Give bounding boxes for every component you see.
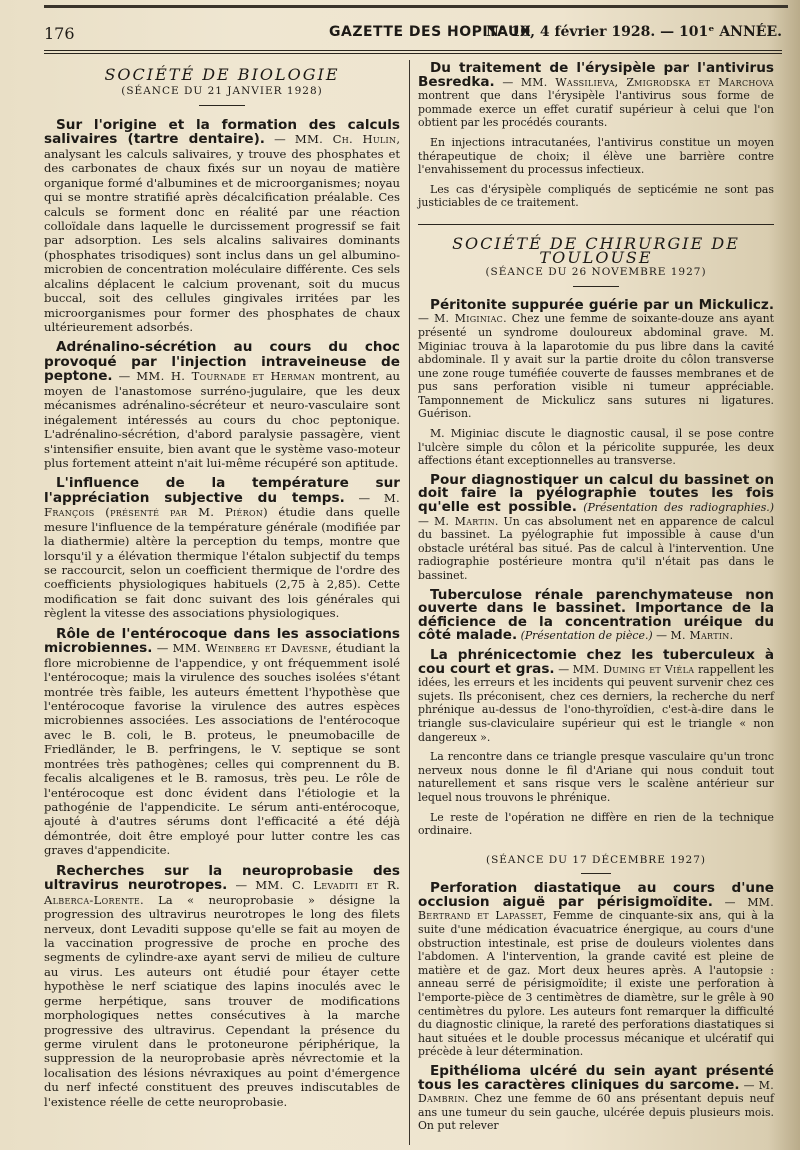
article-body: montrent que dans l'érysipèle l'antivirus sous forme de pommade exerce un effet curatif supérieur à celui que l'on obtient par les procédés courants. xyxy=(418,89,774,130)
issue-line: N° 10, 4 février 1928. — 101ᵉ ANNÉE. xyxy=(485,24,782,40)
article-title: Rôle de l'entérocoque dans les associations microbiennes. xyxy=(44,625,400,657)
article-authors: MM. Ch. Hulin xyxy=(294,132,397,147)
article-paragraph: En injections intracutanées, l'antivirus constitue un moyen thérapeutique de choix; il élève une barrière contre l'envahissement du processus infectieux. xyxy=(418,135,774,177)
article-paragraph: La rencontre dans ce triangle presque vasculaire qu'un tronc nerveux nous donne le fil d'Ariane qui nous conduit tout naturellement et sans risque vers le scalène antérieur sur lequel nous trouvons le phrénique. xyxy=(418,750,774,804)
article-epithelioma: Epithélioma ulcéré du sein ayant présenté tous les caractères cliniques du sarcome. — M. Dambrin. Chez une femme de 60 ans présentant depuis neuf ans une tumeur du sein gauche, ulcérée depuis plusieurs mois. On put relever xyxy=(418,1063,774,1133)
section-rule xyxy=(418,224,774,225)
article-title: Perforation diastatique au cours d'une occlusion aiguë par périsigmoïdite. xyxy=(418,880,774,910)
article-body: , analysant les calculs salivaires, y trouve des phosphates et des carbonates de chaux fixés sur un noyau de matière organique formé d'albumines et de microorganismes; noyau qui se montre stratifié après décalcification préalable. Ces calculs se forment donc en réalité par une réaction colloïdale dans laquelle le durcissement progressif se fait par adsorption. Les sels alcalins salivaires dominants (phosphates trisodiques) sont inclus dans un gel albumino-microbien de concentration moléculaire différente. Ces sels alcalins déplacent le calcium provenant, soit du mucus buccal, soit des cellules gingivales irritées par les microorganismes pour former des phosphates de chaux ultérieurement adsorbés. xyxy=(44,132,401,334)
page-header xyxy=(44,24,782,50)
article-authors: MM. C. Levaditi et R. Alberca-Lorente xyxy=(44,878,400,907)
article-authors: M. Martin xyxy=(670,629,730,643)
article-body: . Un cas absolument net en apparence de calcul du bassinet. La pyélographie fut impossible à cause d'un obstacle urétéral bas situé. Pas de calcul à l'intervention. Une radiographie postérieure montra qu'il n'était pas dans le bassinet. xyxy=(418,514,774,582)
article-temperature-temps: L'influence de la température sur l'appréciation subjective du temps. — M. François (présenté par M. Piéron) étudie dans quelle mesure l'influence de la température générale (modifiée par la diathermie) altère la perception du temps, montre que lorsqu'il y a élévation thermique l'étalon subjectif du temps se raccourcit, selon un coefficient thermique de l'ordre des coefficients physiologiques habituels (2,75 à 2,85). Cette modification se fait donc suivant des lois générales qui règlent la vitesse des associations physiologiques. xyxy=(44,475,401,621)
article-adrenalino-secretion: Adrénalino-sécrétion au cours du choc provoqué par l'injection intraveineuse de peptone. — MM. H. Tournade et Herman montrent, au moyen de l'anastomose surréno-jugulaire, que les deux mécanismes adrénalino-sécréteur et neuro-vasculaire sont inégalement intéressés au cours du choc peptonique. L'adrénalino-sécrétion, d'abord paralysie passagère, vient s'intensifier ensuite, bien avant que le système vaso-moteur plus fortement atteint n'ait lui-même récupéré son aptitude. xyxy=(44,339,400,470)
article-note: (Présentation des radiographies.) xyxy=(583,501,774,515)
society-heading-chirurgie-toulouse: SOCIÉTÉ DE CHIRURGIE DE TOULOUSE xyxy=(452,233,740,267)
session-date: (SÉANCE DU 21 JANVIER 1928) xyxy=(121,85,323,98)
article-title: Adrénalino-sécrétion au cours du choc provoqué par l'injection intraveineuse de peptone. xyxy=(44,339,400,385)
journal-title: GAZETTE DES HOPITAUX xyxy=(329,24,532,40)
short-rule xyxy=(199,105,245,106)
article-calcul-bassinet: Pour diagnostiquer un calcul du bassinet on doit faire la pyélographie toutes les fois qu'elle est possible. (Présentation des radiographies.) — M. Martin. Un cas absolument net en apparence de calcul du bassinet. La pyélographie fut impossible à cause d'un obstacle urétéral bas situé. Pas de calcul à l'intervention. Une radiographie postérieure montra qu'il n'était pas dans le bassinet. xyxy=(418,471,774,582)
article-authors: MM. Weinberg et Davesne xyxy=(172,641,328,656)
article-calculs-salivaires: Sur l'origine et la formation des calculs salivaires (tartre dentaire). — MM. Ch. Hulin, analysant les calculs salivaires, y trouve des phosphates et des carbonates de chaux fixés sur un noyau de matière organique formé d'albumines et de microorganismes; noyau qui se montre stratifié après décalcification préalable. Ces calculs se forment donc en réalité par une réaction colloïdale dans laquelle le durcissement progressif se fait par adsorption. Les sels alcalins salivaires dominants (phosphates trisodiques) sont inclus dans un gel albumino-microbien de concentration moléculaire différente. Ces sels alcalins déplacent le calcium provenant, soit du mucus buccal, soit des cellules gingivales irritées par les microorganismes pour former des phosphates de chaux ultérieurement adsorbés. xyxy=(44,116,401,334)
article-body: , étudiant la flore microbienne de l'appendice, y ont fréquemment isolé l'entérocoque; mais la virulence des souches isolées s'étant montrée très faible, les auteurs émettent l'hypothèse que l'entérocoque favorise la virulence des autres espèces microbiennes associées. Les associations de l'entérocoque avec le B. coli, le B. proteus, le pneumobacille de Friedländer, le B. perfringens, le V. septique se sont montrées très pathogènes; celles qui comprennent du B. fecalis alcaligenes et le B. ramosus, très peu. Le rôle de l'entérocoque est donc évident dans l'étiologie et la pathogénie de l'appendicite. Le sérum anti-entérocoque, ajouté à d'autres sérums dont l'efficacité a été déjà démontrée, doit être employé pour lutter contre les cas graves d'appendicite. xyxy=(44,641,400,858)
article-neuroprobasie: Recherches sur la neuroprobasie des ultravirus neurotropes. — MM. C. Levaditi et R. Alberca-Lorente. La « neuroprobasie » désigne la progression des ultravirus neurotropes le long des filets nerveux, dont Levaditi suppose qu'elle se fait au moyen de la vaccination progressive de proche en proche des segments de cylindre-axe ayant servi de milieu de culture au virus. Les auteurs ont étudié pour étayer cette hypothèse le nerf sciatique des lapins inoculés avec le germe herpétique, sans trouver de modifications morphologiques nettes consécutives à la marche progressive des ultravirus. Cependant la présence du germe virulent dans le protoneurone périphérique, la suppression de la neuroprobasie après névrectomie et la localisation des lésions névraxiques au point d'émergence du nerf infecté constituent des preuves indiscutables de l'existence réelle de cette neuroprobasie. xyxy=(44,862,400,1109)
article-body: . La « neuroprobasie » désigne la progression des ultravirus neurotropes le long des filets nerveux, dont Levaditi suppose qu'elle se fait au moyen de la vaccination progressive de proche en proche des segments de cylindre-axe ayant servi de milieu de culture au virus. Les auteurs ont étudié pour étayer cette hypothèse le nerf sciatique des lapins inoculés avec le germe herpétique, sans trouver de modifications morphologiques nettes consécutives à la marche progressive des ultravirus. Cependant la présence du germe virulent dans le protoneurone périphérique, la suppression de la neuroprobasie après névrectomie et la localisation des lésions névraxiques au point d'émergence du nerf infecté constituent des preuves indiscutables de l'existence réelle de cette neuroprobasie. xyxy=(44,892,400,1109)
column-divider xyxy=(409,60,410,1145)
article-title: Du traitement de l'érysipèle par l'antivirus Besredka. xyxy=(418,60,774,90)
article-body: . Chez une femme de 60 ans présentant depuis neuf ans une tumeur du sein gauche, ulcérée depuis plusieurs mois. On put relever xyxy=(418,1092,774,1133)
article-body: étudie dans quelle mesure l'influence de la température générale (modifiée par la diathermie) altère la perception du temps, montre que lorsqu'il y a élévation thermique l'étalon subjectif du temps se raccourcit, selon un coefficient thermique de l'ordre des coefficients physiologiques habituels (2,75 à 2,85). Cette modification se fait donc suivant des lois générales qui règlent la vitesse des associations physiologiques. xyxy=(44,505,401,621)
article-authors: M. Miginiac xyxy=(434,312,504,326)
article-authors: M. Dambrin xyxy=(418,1078,774,1106)
article-erysipele: Du traitement de l'érysipèle par l'antivirus Besredka. — MM. Wassilieva, Zmigrodska et Marchova montrent que dans l'érysipèle l'antivirus sous forme de pommade exerce un effet curatif supérieur à celui que l'on obtient par les procédés courants. xyxy=(418,60,774,130)
short-rule xyxy=(581,873,611,874)
article-tuberculose-renale: Tuberculose rénale parenchymateuse non ouverte dans le bassinet. Importance de la déficience de la concentration uréique du côté malade. (Présentation de pièce.) — M. Martin. xyxy=(418,586,774,644)
article-body: montrent, au moyen de l'anastomose surréno-jugulaire, que les deux mécanismes adrénalino-sécréteur et neuro-vasculaire sont inégalement intéressés au cours du choc peptonique. L'adrénalino-sécrétion, d'abord paralysie passagère, vient s'intensifier ensuite, bien avant que le système vaso-moteur plus fortement atteint n'ait lui-même récupéré son aptitude. xyxy=(44,369,400,470)
article-title: L'influence de la température sur l'appréciation subjective du temps. xyxy=(44,475,400,506)
article-title: Recherches sur la neuroprobasie des ultravirus neurotropes. xyxy=(44,862,400,894)
session-date: (SÉANCE DU 26 NOVEMBRE 1927) xyxy=(485,266,707,279)
article-title: Pour diagnostiquer un calcul du bassinet on doit faire la pyélographie toutes les fois qu'elle est possible. xyxy=(418,471,774,516)
society-heading-biologie: SOCIÉTÉ DE BIOLOGIE xyxy=(104,65,340,84)
article-title: Péritonite suppurée guérie par un Mickulicz. xyxy=(430,296,774,313)
article-title: Epithélioma ulcéré du sein ayant présenté tous les caractères cliniques du sarcome. xyxy=(418,1063,774,1093)
article-authors: MM. Duming et Viéla xyxy=(572,662,695,676)
header-rule-secondary xyxy=(44,53,782,54)
article-authors: MM. Bertrand et Lapasset xyxy=(418,895,774,923)
page-number: 176 xyxy=(44,24,75,43)
article-phrenicectomie: La phrénicectomie chez les tuberculeux à cou court et gras. — MM. Duming et Viéla rappellent les idées, les erreurs et les incidents qui peuvent survenir chez ces sujets. Ils préconisent, chez ces derniers, la recherche du nerf phrénique au-dessus de l'ono-thyroïdien, c'est-à-dire dans le triangle sus-claviculaire supérieur qui est le triangle « non dangereux ». xyxy=(418,646,774,744)
article-body: , Femme de cinquante-six ans, qui à la suite d'une médication évacuatrice énergique, au cours d'une obstruction intestinale, est prise de douleurs violentes dans l'abdomen. A l'intervention, la grande cavité est pleine de matière et de gaz. Mort deux heures après. A l'autopsie : anneau serré de périsigmoïdite; il existe une perforation à l'emporte-pièce de 3 centimètres de diamètre, sur le grêle à 90 centimètres du pylore. Les auteurs font remarquer la difficulté du diagnostic clinique, la rareté des perforations diastatiques si haut situées et le double processus mécanique et ulcératif qui précède à leur détermination. xyxy=(418,909,774,1059)
article-note: (Présentation de pièce.) xyxy=(520,629,653,643)
article-title: La phrénicectomie chez les tuberculeux à cou court et gras. xyxy=(418,646,774,677)
article-authors: M. Martin xyxy=(434,514,495,528)
article-body: . Chez une femme de soixante-douze ans ayant présenté un syndrome douloureux abdominal grave. M. Miginiac trouva à la laparotomie du pus libre dans la cavité abdominale. Il y avait sur la partie droite du côlon transverse une zone rouge tuméfiée couverte de fausses membranes et de pus sans perforation visible ni tumeur appréciable. Tamponnement de Mickulicz sans sutures ni ligatures. Guérison. xyxy=(418,312,774,421)
article-authors: MM. H. Tournade et Herman xyxy=(136,369,316,384)
article-paragraph: Les cas d'érysipèle compliqués de septicémie ne sont pas justiciables de ce traitement. xyxy=(418,182,774,210)
session-date: (SÉANCE DU 17 DÉCEMBRE 1927) xyxy=(485,853,707,866)
right-column xyxy=(418,60,774,1139)
article-title: Tuberculose rénale parenchymateuse non ouverte dans le bassinet. Importance de la déficience de la concentration uréique du côté malade. xyxy=(418,586,774,644)
article-authors: MM. Wassilieva, Zmigrodska et Marchova xyxy=(520,75,774,89)
article-paragraph: Le reste de l'opération ne diffère en rien de la technique ordinaire. xyxy=(418,810,774,838)
article-paragraph: M. Miginiac discute le diagnostic causal, il se pose contre l'ulcère simple du côlon et la péricolite suppurée, les deux affections étant exceptionnelles au transverse. xyxy=(418,427,774,468)
article-title: Sur l'origine et la formation des calculs salivaires (tartre dentaire). xyxy=(44,116,400,148)
article-peritonite: Péritonite suppurée guérie par un Mickulicz. — M. Miginiac. Chez une femme de soixante-douze ans ayant présenté un syndrome douloureux abdominal grave. M. Miginiac trouva à la laparotomie du pus libre dans la cavité abdominale. Il y avait sur la partie droite du côlon transverse une zone rouge tuméfiée couverte de fausses membranes et de pus sans perforation visible ni tumeur appréciable. Tamponnement de Mickulicz sans sutures ni ligatures. Guérison. xyxy=(418,296,774,421)
left-column xyxy=(44,60,400,1115)
article-enterocoque: Rôle de l'entérocoque dans les associations microbiennes. — MM. Weinberg et Davesne, étudiant la flore microbienne de l'appendice, y ont fréquemment isolé l'entérocoque; mais la virulence des souches isolées s'étant montrée très faible, les auteurs émettent l'hypothèse que l'entérocoque favorise la virulence des autres espèces microbiennes associées. Les associations de l'entérocoque avec le B. coli, le B. proteus, le pneumobacille de Friedländer, le B. perfringens, le V. septique se sont montrées très pathogènes; celles qui comprennent du B. fecalis alcaligenes et le B. ramosus, très peu. Le rôle de l'entérocoque est donc évident dans l'étiologie et la pathogénie de l'appendicite. Le sérum anti-entérocoque, ajouté à d'autres sérums dont l'efficacité a été déjà démontrée, doit être employé pour lutter contre les cas graves d'appendicite. xyxy=(44,625,400,858)
article-body: rappellent les idées, les erreurs et les incidents qui peuvent survenir chez ces sujets. Ils préconisent, chez ces derniers, la recherche du nerf phrénique au-dessus de l'ono-thyroïdien, c'est-à-dire dans le triangle sus-claviculaire supérieur qui est le triangle « non dangereux ». xyxy=(418,662,774,744)
article-perforation-diastatique: Perforation diastatique au cours d'une occlusion aiguë par périsigmoïdite. — MM. Bertrand et Lapasset, Femme de cinquante-six ans, qui à la suite d'une médication évacuatrice énergique, au cours d'une obstruction intestinale, est prise de douleurs violentes dans l'abdomen. A l'intervention, la grande cavité est pleine de matière et de gaz. Mort deux heures après. A l'autopsie : anneau serré de périsigmoïdite; il existe une perforation à l'emporte-pièce de 3 centimètres de diamètre, sur le grêle à 90 centimètres du pylore. Les auteurs font remarquer la difficulté du diagnostic clinique, la rareté des perforations diastatiques si haut situées et le double processus mécanique et ulcératif qui précède à leur détermination. xyxy=(418,880,774,1059)
short-rule xyxy=(573,286,619,287)
top-border-line xyxy=(44,5,788,8)
spacer xyxy=(418,844,774,854)
header-rule xyxy=(44,50,782,51)
article-body: . xyxy=(729,629,734,643)
article-authors: M. François (présenté par M. Piéron) xyxy=(44,490,400,520)
